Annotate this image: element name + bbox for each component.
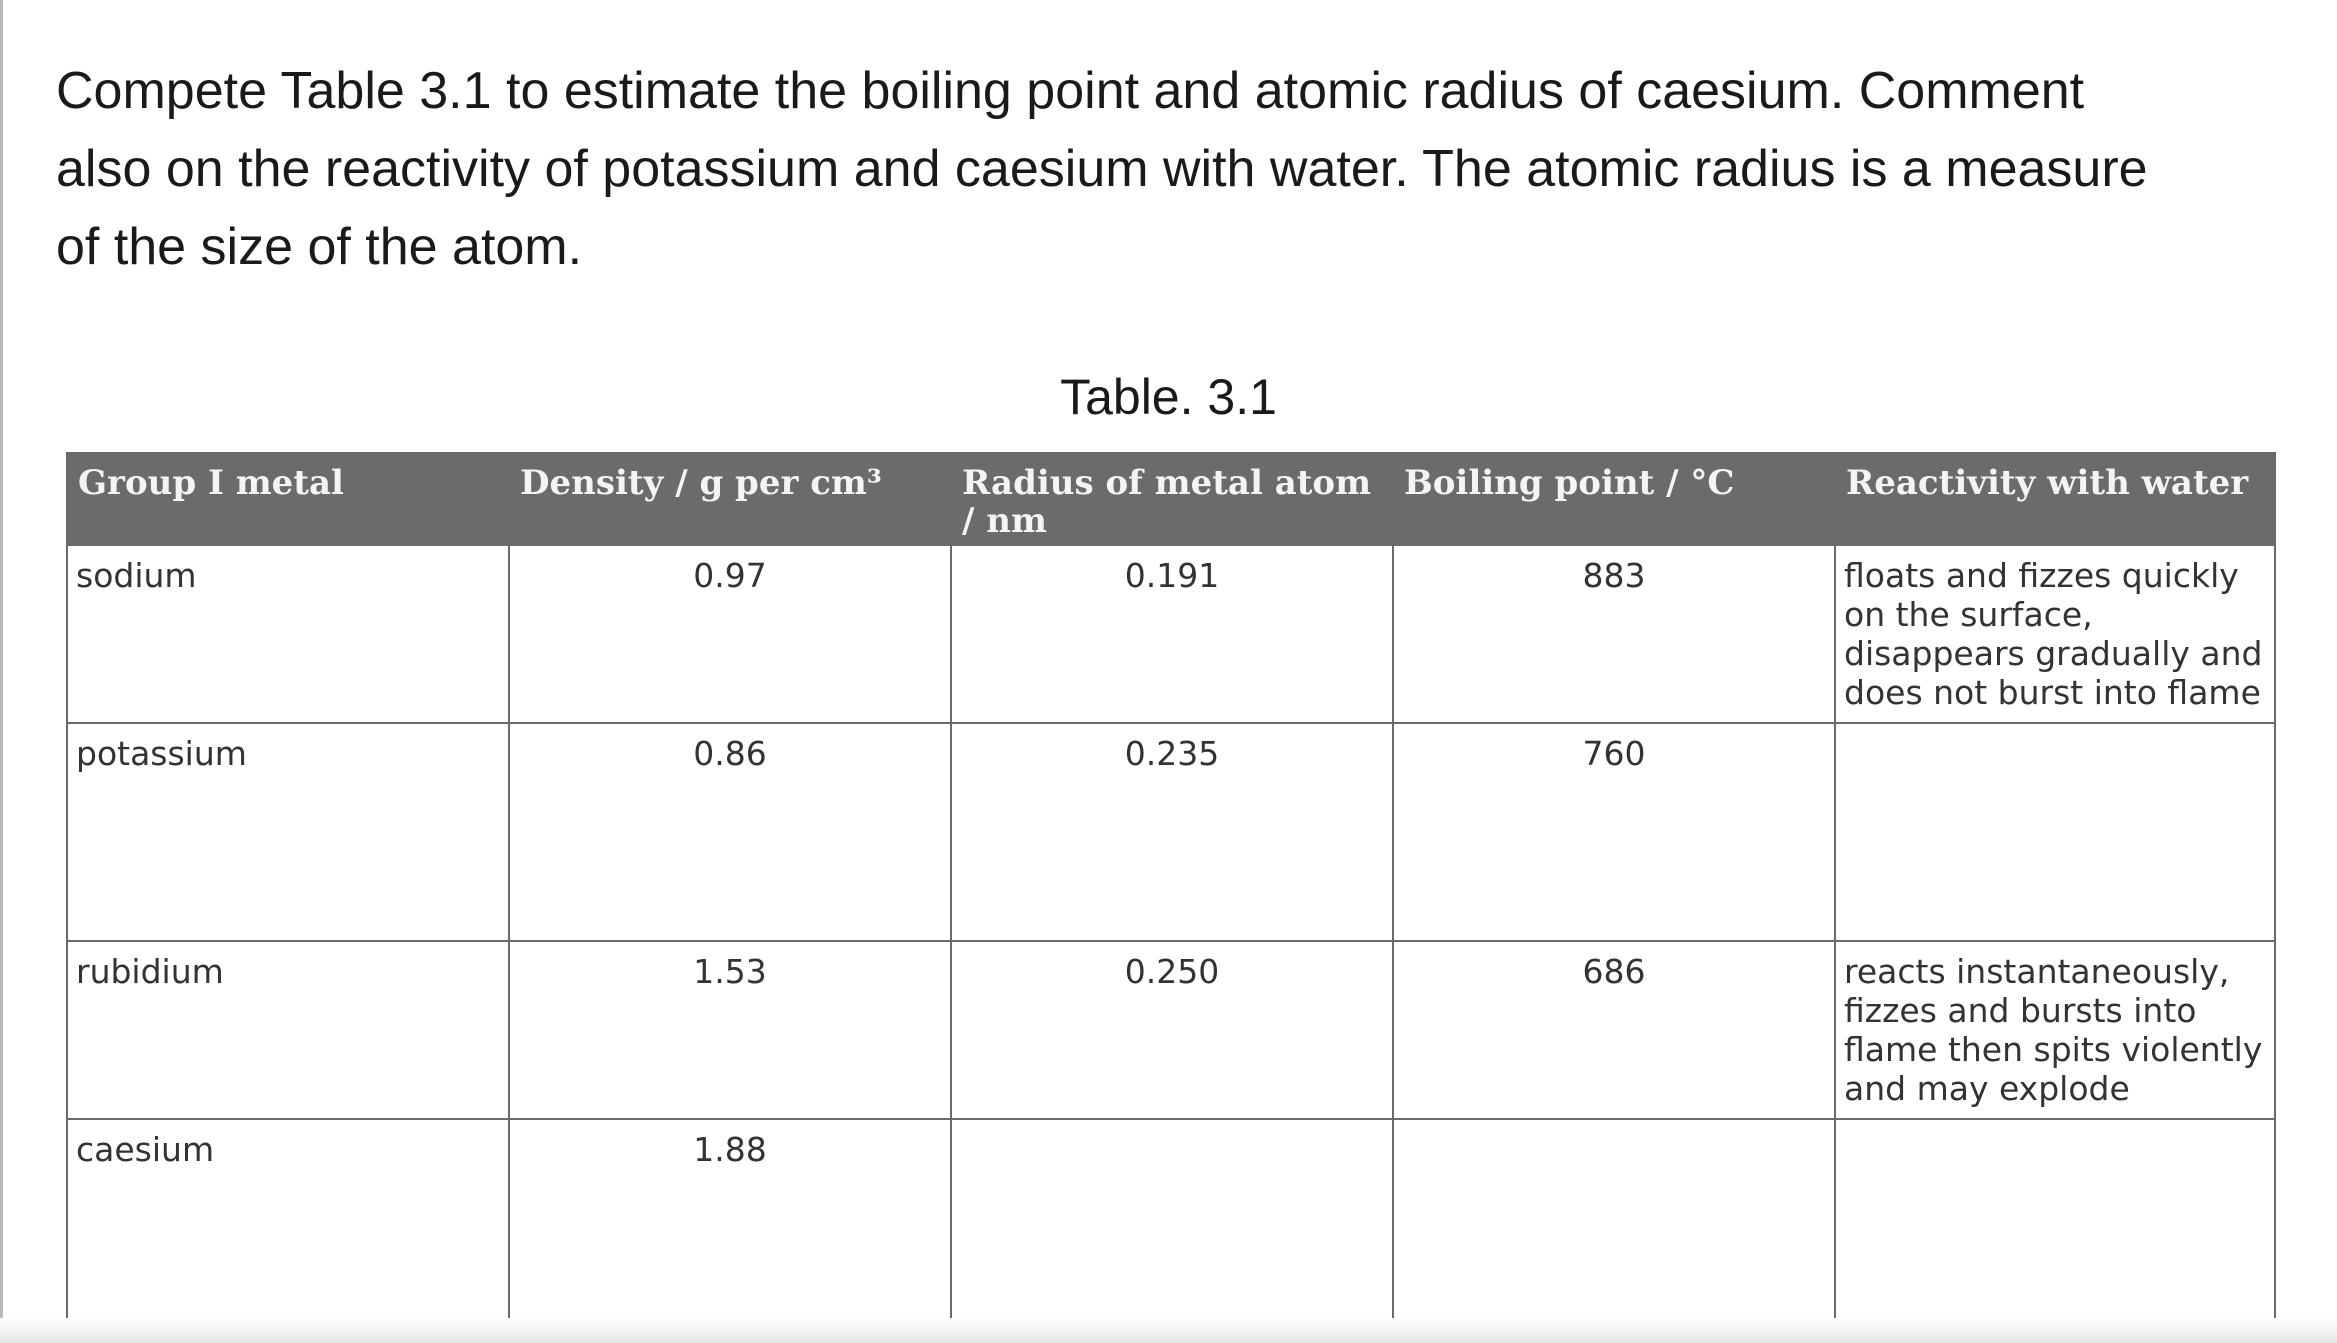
radius-cell: 0.250 xyxy=(951,941,1393,1119)
metal-cell: potassium xyxy=(67,723,509,941)
radius-cell-blank[interactable] xyxy=(951,1119,1393,1327)
density-cell: 1.53 xyxy=(509,941,951,1119)
boiling-point-cell: 760 xyxy=(1393,723,1835,941)
table-row xyxy=(67,1119,2275,1327)
radius-cell: 0.191 xyxy=(951,545,1393,723)
table-row xyxy=(67,545,2275,723)
reactivity-cell: reacts instantaneously, fizzes and bursts into flame then spits violently and may explode xyxy=(1835,941,2275,1119)
boiling-point-cell-blank[interactable] xyxy=(1393,1119,1835,1327)
question-line: of the size of the atom. xyxy=(56,218,583,276)
density-cell: 0.97 xyxy=(509,545,951,723)
page-bottom-shadow xyxy=(0,1318,2337,1343)
metal-cell: rubidium xyxy=(67,941,509,1119)
question-text xyxy=(56,52,2236,286)
header-reactivity: Reactivity with water xyxy=(1835,453,2275,545)
header-radius: Radius of metal atom / nm xyxy=(951,453,1393,545)
metal-cell: caesium xyxy=(67,1119,509,1327)
question-line: also on the reactivity of potassium and caesium with water. The atomic radius is a measure xyxy=(56,140,2148,198)
boiling-point-cell: 883 xyxy=(1393,545,1835,723)
reactivity-cell: floats and fizzes quickly on the surface, disappears gradually and does not burst into flame xyxy=(1835,545,2275,723)
metal-cell: sodium xyxy=(67,545,509,723)
header-density: Density / g per cm³ xyxy=(509,453,951,545)
header-boiling-point: Boiling point / °C xyxy=(1393,453,1835,545)
table-row xyxy=(67,723,2275,941)
reactivity-cell-blank[interactable] xyxy=(1835,1119,2275,1327)
boiling-point-cell: 686 xyxy=(1393,941,1835,1119)
density-cell: 0.86 xyxy=(509,723,951,941)
table-caption: Table. 3.1 xyxy=(1060,369,1277,425)
question-line: Compete Table 3.1 to estimate the boiling point and atomic radius of caesium. Comment xyxy=(56,62,2085,120)
radius-cell: 0.235 xyxy=(951,723,1393,941)
table-header-row xyxy=(67,453,2275,545)
group-one-metals-table xyxy=(66,452,2276,1328)
reactivity-cell-blank[interactable] xyxy=(1835,723,2275,941)
table-row xyxy=(67,941,2275,1119)
page-left-edge xyxy=(0,0,3,1343)
density-cell: 1.88 xyxy=(509,1119,951,1327)
header-metal: Group I metal xyxy=(67,453,509,545)
